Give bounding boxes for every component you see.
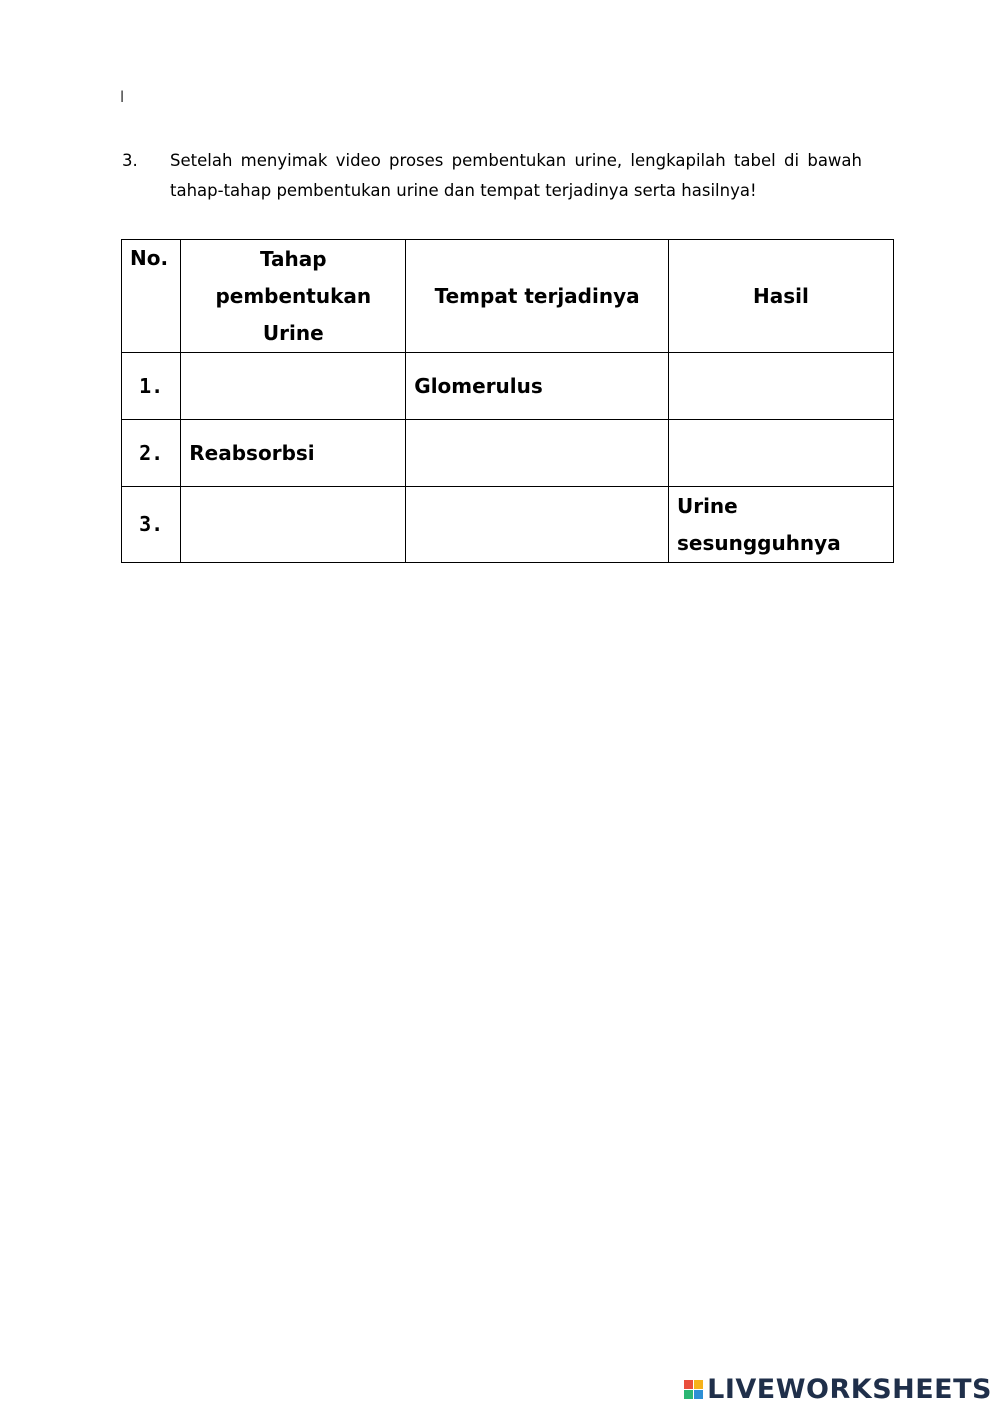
row1-tempat: Glomerulus <box>406 353 669 420</box>
question-text: Setelah menyimak video proses pembentukan urine, lengkapilah tabel di bawah tahap-tahap pembentukan urine dan tempat terjadinya serta hasilnya! <box>170 151 862 200</box>
row3-hasil <box>668 487 893 563</box>
table-row <box>122 420 894 487</box>
header-tempat: Tempat terjadinya <box>406 240 669 353</box>
table-row <box>122 487 894 563</box>
header-no: No. <box>122 240 181 353</box>
row3-tahap-answer-field[interactable] <box>181 487 406 563</box>
logo-block-i <box>694 1380 703 1389</box>
header-tahap <box>181 240 406 353</box>
logo-block-e <box>694 1390 703 1399</box>
text-cursor-mark: l <box>120 88 125 106</box>
logo-text: LIVEWORKSHEETS <box>707 1374 992 1405</box>
question-number: 3. <box>122 151 138 170</box>
header-hasil: Hasil <box>668 240 893 353</box>
header-tahap-line3: Urine <box>262 320 324 345</box>
urine-formation-table <box>121 239 894 563</box>
logo-block-v <box>684 1390 693 1399</box>
table-row <box>122 353 894 420</box>
question-3 <box>122 146 862 206</box>
logo-blocks-icon <box>684 1380 703 1399</box>
row1-no: 1. <box>122 353 181 420</box>
row3-hasil-line2: sesungguhnya <box>676 530 841 555</box>
row2-tahap: Reabsorbsi <box>181 420 406 487</box>
row3-tempat-answer-field[interactable] <box>406 487 669 563</box>
liveworksheets-logo <box>684 1374 992 1405</box>
row1-tahap-answer-field[interactable] <box>181 353 406 420</box>
row1-hasil-answer-field[interactable] <box>668 353 893 420</box>
header-tahap-line1: Tahap <box>259 246 327 271</box>
row3-no: 3. <box>122 487 181 563</box>
row2-hasil-answer-field[interactable] <box>668 420 893 487</box>
row2-no: 2. <box>122 420 181 487</box>
row2-tempat-answer-field[interactable] <box>406 420 669 487</box>
header-tahap-line2: pembentukan <box>215 283 372 308</box>
table-header-row <box>122 240 894 353</box>
logo-block-l <box>684 1380 693 1389</box>
row3-hasil-line1: Urine <box>676 493 738 518</box>
